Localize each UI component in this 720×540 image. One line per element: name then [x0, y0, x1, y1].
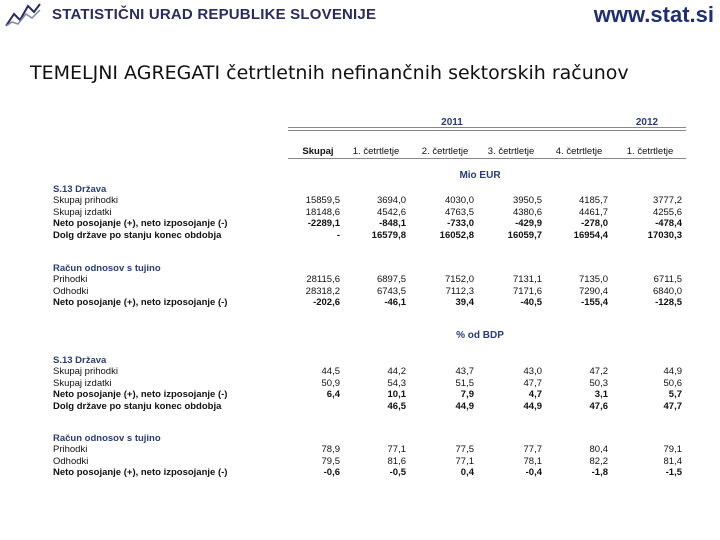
table-cell: 4030,0 [444, 195, 474, 207]
table-cell: 50,3 [589, 377, 608, 389]
table-cell: -202,6 [313, 297, 340, 309]
table-cell: -1,8 [591, 467, 608, 479]
column-header-rule [288, 158, 686, 159]
header-rule [288, 130, 686, 131]
table-cell: 28115,6 [306, 274, 340, 286]
table-cell: 4542,6 [376, 206, 406, 218]
table-cell: 15859,5 [305, 195, 340, 207]
unit-label: % od BDP [456, 330, 504, 341]
table-cell: 50,6 [663, 377, 682, 389]
table-cell: 7112,3 [445, 285, 474, 297]
table-cell: -278,0 [581, 218, 608, 230]
table-cell: 3777,2 [652, 195, 682, 207]
table-cell: 81,4 [663, 455, 682, 467]
row-label: Odhodki [53, 285, 89, 297]
organization-name: STATISTIČNI URAD REPUBLIKE SLOVENIJE [52, 6, 377, 23]
section-heading: Račun odnosov s tujino [53, 433, 161, 444]
table-cell: 47,6 [589, 400, 608, 412]
table-cell: 6,4 [326, 389, 340, 401]
table-cell: 78,1 [523, 455, 542, 467]
table-cell: 7152,0 [444, 274, 474, 286]
website-link[interactable]: www.stat.si [593, 2, 714, 27]
table-cell: 4763,5 [444, 206, 474, 218]
table-cell: 39,4 [455, 297, 474, 309]
unit-label: Mio EUR [459, 170, 501, 181]
table-cell: -155,4 [581, 297, 608, 309]
row-label: Skupaj prihodki [53, 366, 118, 378]
table-cell: 0,4 [460, 467, 474, 479]
table-cell: 79,5 [321, 455, 340, 467]
table-cell: 6743,5 [376, 285, 406, 297]
column-header: 4. četrtletje [555, 146, 603, 157]
table-cell: 16954,4 [573, 229, 608, 241]
table-cell: 44,2 [387, 366, 406, 378]
table-cell: 44,9 [455, 400, 474, 412]
row-label: Odhodki [53, 455, 89, 467]
table-cell: -46,1 [384, 297, 406, 309]
column-header: 1. četrtletje [352, 146, 400, 157]
table-cell: 4185,7 [578, 195, 608, 207]
table-cell: 18148,6 [305, 206, 340, 218]
table-cell: 43,0 [523, 366, 542, 378]
table-cell: 82,2 [589, 455, 608, 467]
table-cell: 77,1 [387, 444, 406, 456]
section-heading: S.13 Država [53, 355, 107, 366]
table-cell: -0,5 [389, 467, 406, 479]
table-cell: -0,6 [323, 467, 340, 479]
table-cell: 3,1 [594, 389, 608, 401]
table-cell: - [336, 229, 340, 241]
table-cell: 80,4 [589, 444, 608, 456]
table-cell: 7,9 [460, 389, 474, 401]
table-cell: 7135,0 [578, 274, 608, 286]
table-cell: 10,1 [387, 389, 406, 401]
section-heading: Račun odnosov s tujino [53, 263, 161, 274]
table-cell: 5,7 [668, 389, 682, 401]
year-label: 2012 [635, 117, 659, 128]
table-cell: -0,4 [525, 467, 542, 479]
table-cell: 77,7 [523, 444, 542, 456]
row-label: Neto posojanje (+), neto izposojanje (-) [53, 218, 228, 230]
table-cell: -128,5 [655, 297, 682, 309]
table-cell: 79,1 [663, 444, 682, 456]
table-cell: 47,7 [523, 377, 542, 389]
row-label: Neto posojanje (+), neto izposojanje (-) [53, 297, 228, 309]
row-label: Skupaj izdatki [53, 206, 112, 218]
table-cell: 78,9 [321, 444, 340, 456]
table-cell: 3950,5 [512, 195, 542, 207]
row-label: Dolg države po stanju konec obdobja [53, 400, 222, 412]
row-label: Skupaj prihodki [53, 195, 118, 207]
table-cell: 3694,0 [376, 195, 406, 207]
page-header [0, 0, 720, 32]
table-cell: 7290,4 [578, 285, 608, 297]
table-cell: 7171,6 [512, 285, 542, 297]
table-cell: 77,5 [455, 444, 474, 456]
page-title: TEMELJNI AGREGATI četrtletnih nefinančnih sektorskih računov [30, 62, 629, 84]
table-cell: 16059,7 [507, 229, 542, 241]
column-header: 2. četrtletje [421, 146, 469, 157]
column-header: 1. četrtletje [626, 146, 674, 157]
table-cell: 44,9 [523, 400, 542, 412]
row-label: Skupaj izdatki [53, 377, 112, 389]
column-header: 3. četrtletje [487, 146, 535, 157]
table-cell: -478,4 [655, 218, 682, 230]
table-cell: 4380,6 [512, 206, 542, 218]
table-cell: 17030,3 [647, 229, 682, 241]
row-label: Prihodki [53, 274, 88, 286]
table-cell: 7131,1 [512, 274, 542, 286]
table-cell: 4255,6 [652, 206, 682, 218]
table-cell: 4,7 [528, 389, 542, 401]
table-cell: -40,5 [520, 297, 542, 309]
year-label: 2011 [441, 117, 463, 128]
table-cell: 4461,7 [578, 206, 608, 218]
row-label: Prihodki [53, 444, 88, 456]
column-header: Skupaj [302, 146, 334, 157]
table-cell: 44,5 [321, 366, 340, 378]
table-cell: 6897,5 [376, 274, 406, 286]
table-cell: 6711,5 [653, 274, 682, 286]
table-cell: -848,1 [379, 218, 406, 230]
table-cell: 77,1 [455, 455, 474, 467]
table-cell: -429,9 [515, 218, 542, 230]
logo-icon [4, 2, 44, 28]
table-cell: -1,5 [665, 467, 682, 479]
table-cell: 54,3 [387, 377, 406, 389]
table-cell: -733,0 [447, 218, 474, 230]
table-cell: 16579,8 [371, 229, 406, 241]
table-cell: 6840,0 [652, 285, 682, 297]
table-cell: 81,6 [387, 455, 406, 467]
table-cell: 44,9 [663, 366, 682, 378]
table-cell: 47,2 [589, 366, 608, 378]
row-label: Neto posojanje (+), neto izposojanje (-) [53, 467, 228, 479]
table-cell: -2289,1 [307, 218, 340, 230]
section-heading: S.13 Država [53, 184, 107, 195]
row-label: Neto posojanje (+), neto izposojanje (-) [53, 389, 228, 401]
table-cell: 47,7 [663, 400, 682, 412]
table-cell: 46,5 [387, 400, 406, 412]
table-cell: 51,5 [455, 377, 474, 389]
row-label: Dolg države po stanju konec obdobja [53, 229, 222, 241]
table-cell: 28318,2 [305, 285, 340, 297]
table-cell: 16052,8 [439, 229, 474, 241]
table-cell [280, 401, 340, 412]
table-cell: 50,9 [321, 377, 340, 389]
table-cell: 43,7 [455, 366, 474, 378]
